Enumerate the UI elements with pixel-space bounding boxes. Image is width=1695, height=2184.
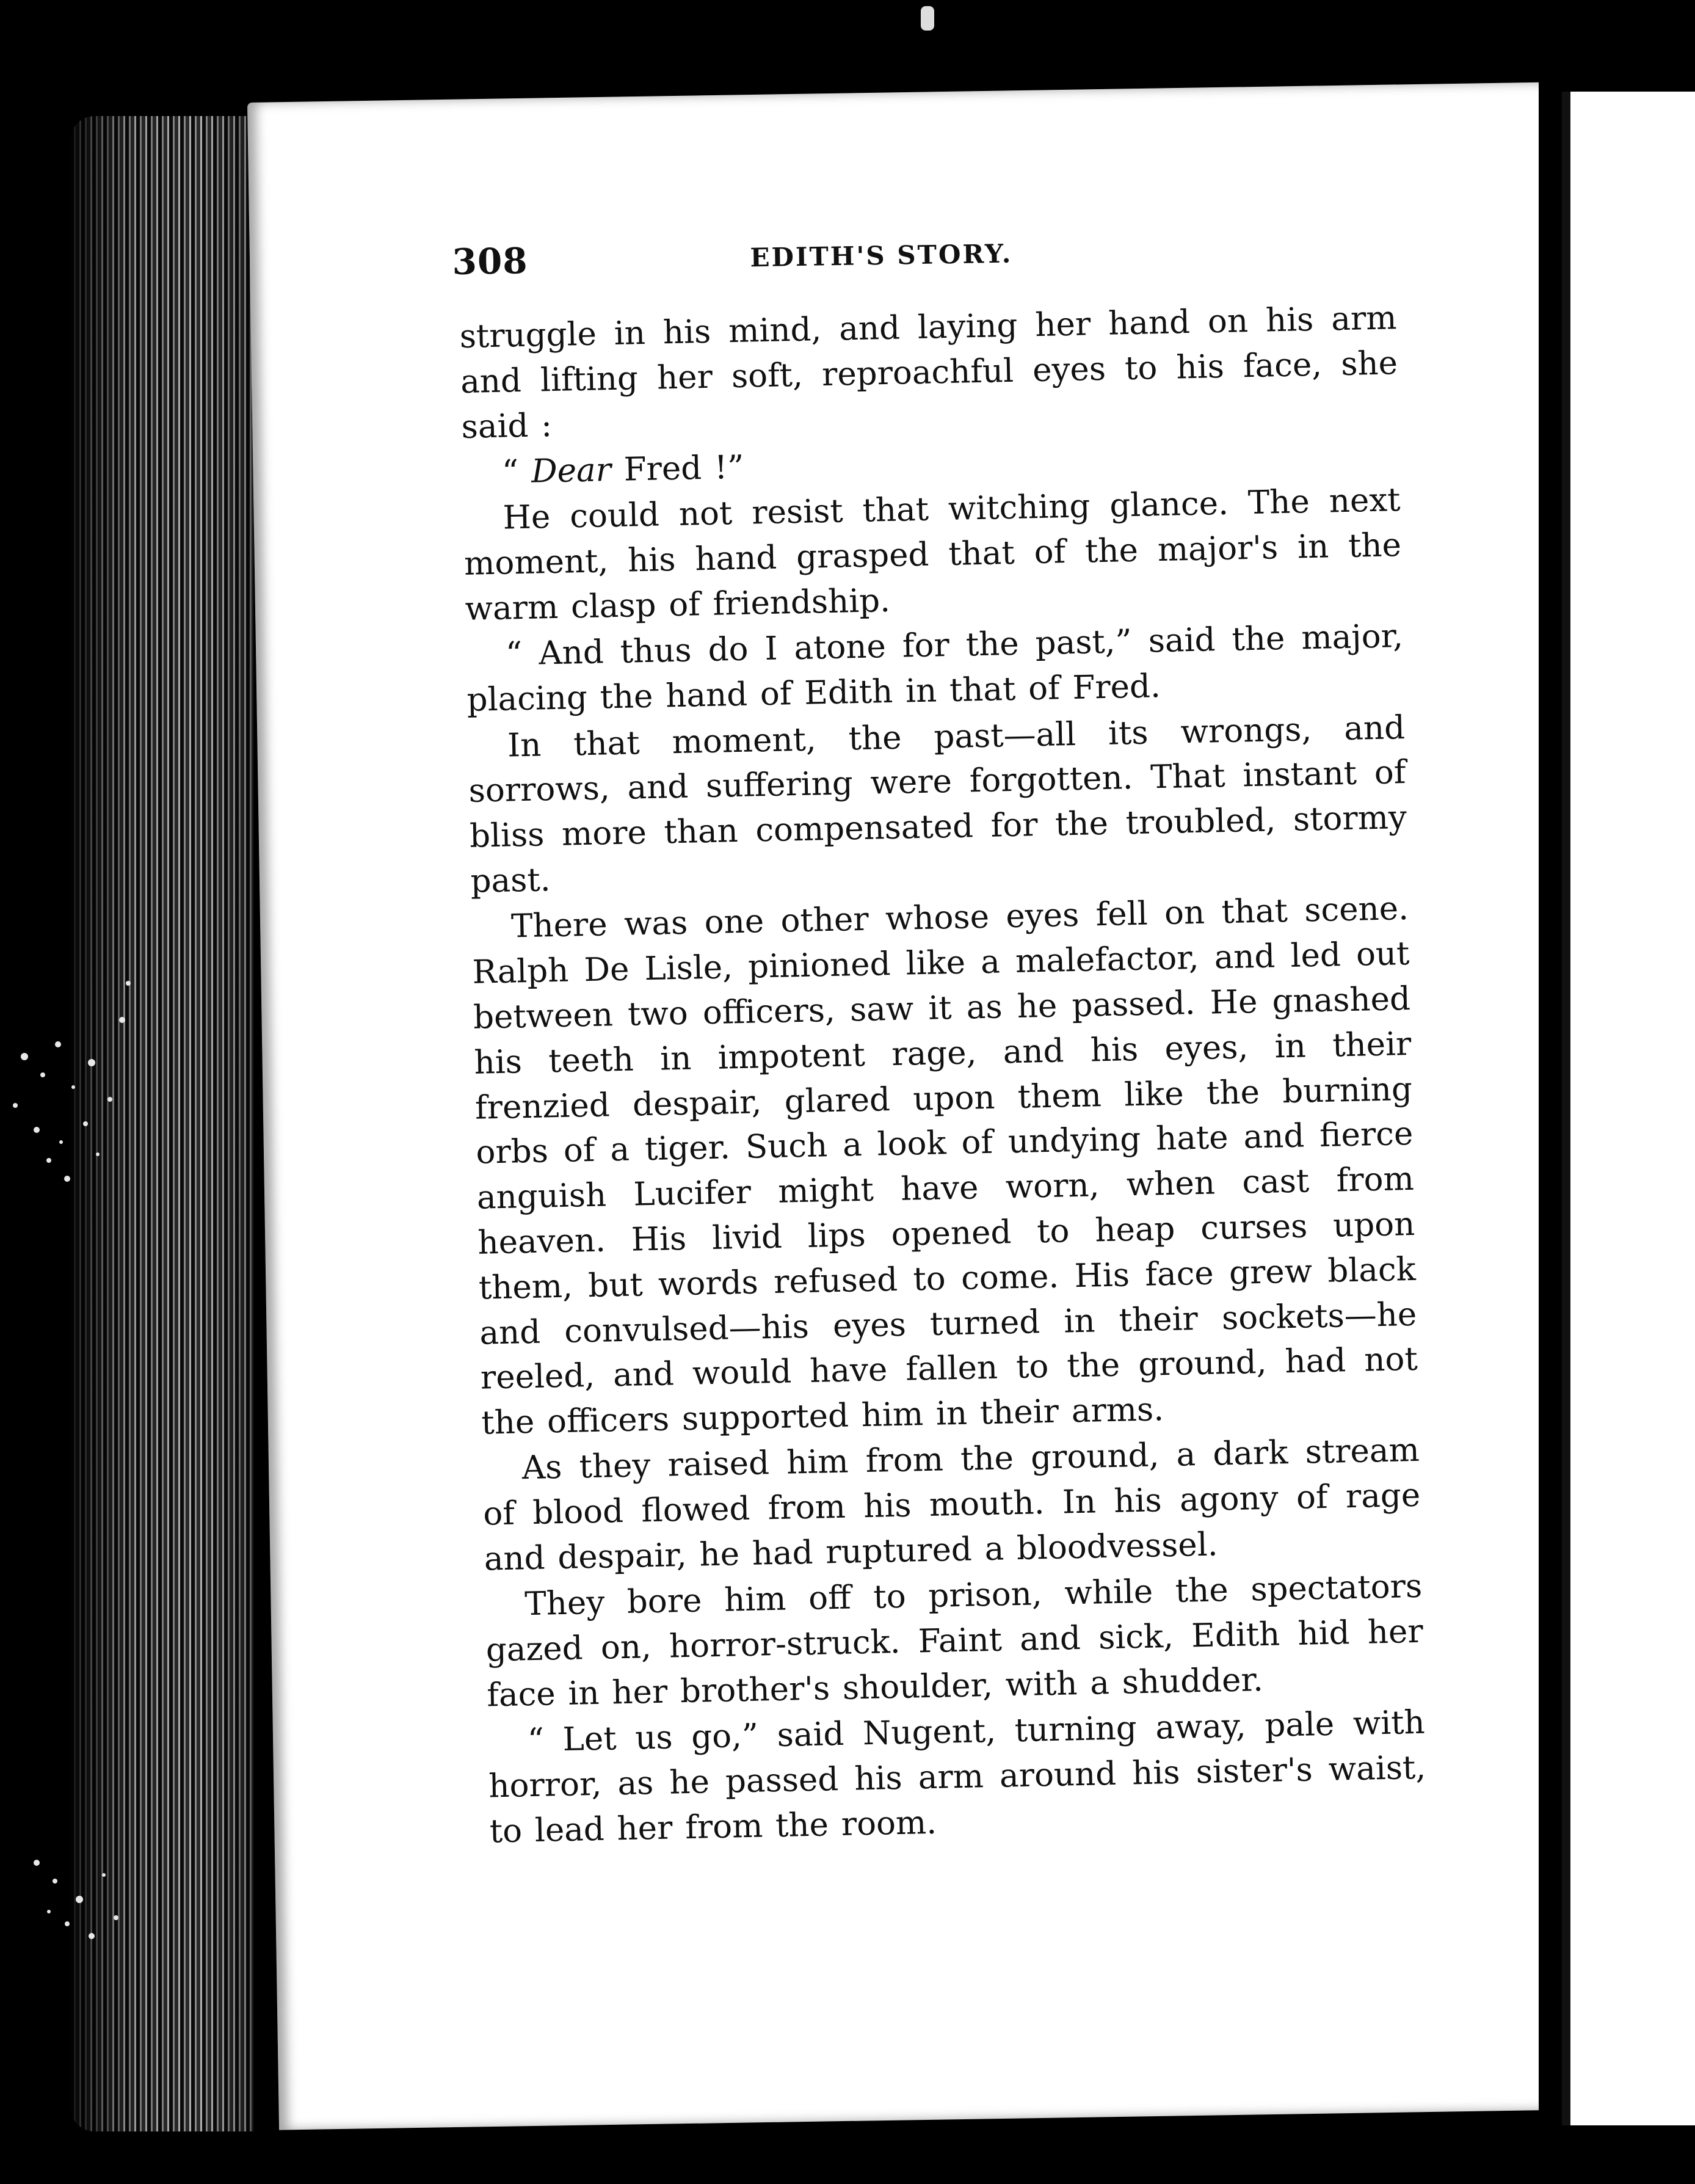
binding-mark bbox=[921, 6, 934, 31]
italic-word: Dear bbox=[531, 451, 612, 490]
quote-close: Fred !” bbox=[611, 448, 744, 489]
running-head: EDITH'S STORY. bbox=[750, 238, 1013, 273]
next-page-sliver bbox=[1562, 92, 1695, 2125]
paragraph-6: There was one other whose eyes fell on that scene. Ralph De Lisle, pinioned like a malefactor, and led out between two officers, saw it as he passed. He gnashed his teeth in impotent rage, and his eyes, in their frenzied despair, glared upon them like the burning orbs of a tiger. Such a look of undying hate and fierce anguish Lucifer might have worn, when cast from heaven. His livid lips opened to heap curses upon them, but words refused to come. His face grew black and convulsed—his eyes turned in their sockets—he reeled, and would have fallen to the ground, had not the officers supported him in their arms. bbox=[472, 890, 1418, 1442]
scan-noise-speckles bbox=[0, 947, 140, 1985]
paragraph-5: In that moment, the past—all its wrongs, and sorrows, and suffering were forgotten. That instant of bliss more than compensated for the troubled, stormy past. bbox=[468, 708, 1407, 900]
paragraph-8: They bore him off to prison, while the spectators gazed on, horror-struck. Faint and sick, Edith hid her face in her brother's shoulder, with a shudder. bbox=[485, 1568, 1424, 1714]
paragraph-9: “ Let us go,” said Nugent, turning away, pale with horror, as he passed his arm around his sister's waist, to lead her from the room. bbox=[488, 1704, 1426, 1851]
page-body-text bbox=[459, 296, 1427, 1855]
paragraph-1: struggle in his mind, and laying her hand on his arm and lifting her soft, reproachful eyes to his face, she said : bbox=[459, 299, 1398, 446]
paragraph-3: He could not resist that witching glance. The next moment, his hand grasped that of the major's in the warm clasp of friendship. bbox=[463, 481, 1402, 628]
paragraph-4: “ And thus do I atone for the past,” said the major, placing the hand of Edith in that of Fred. bbox=[466, 617, 1404, 719]
paragraph-7: As they raised him from the ground, a dark stream of blood flowed from his mouth. In his agony of rage and despair, he had ruptured a bloodvessel. bbox=[482, 1432, 1421, 1578]
page-number: 308 bbox=[452, 240, 529, 283]
quote-open: “ bbox=[501, 453, 532, 491]
